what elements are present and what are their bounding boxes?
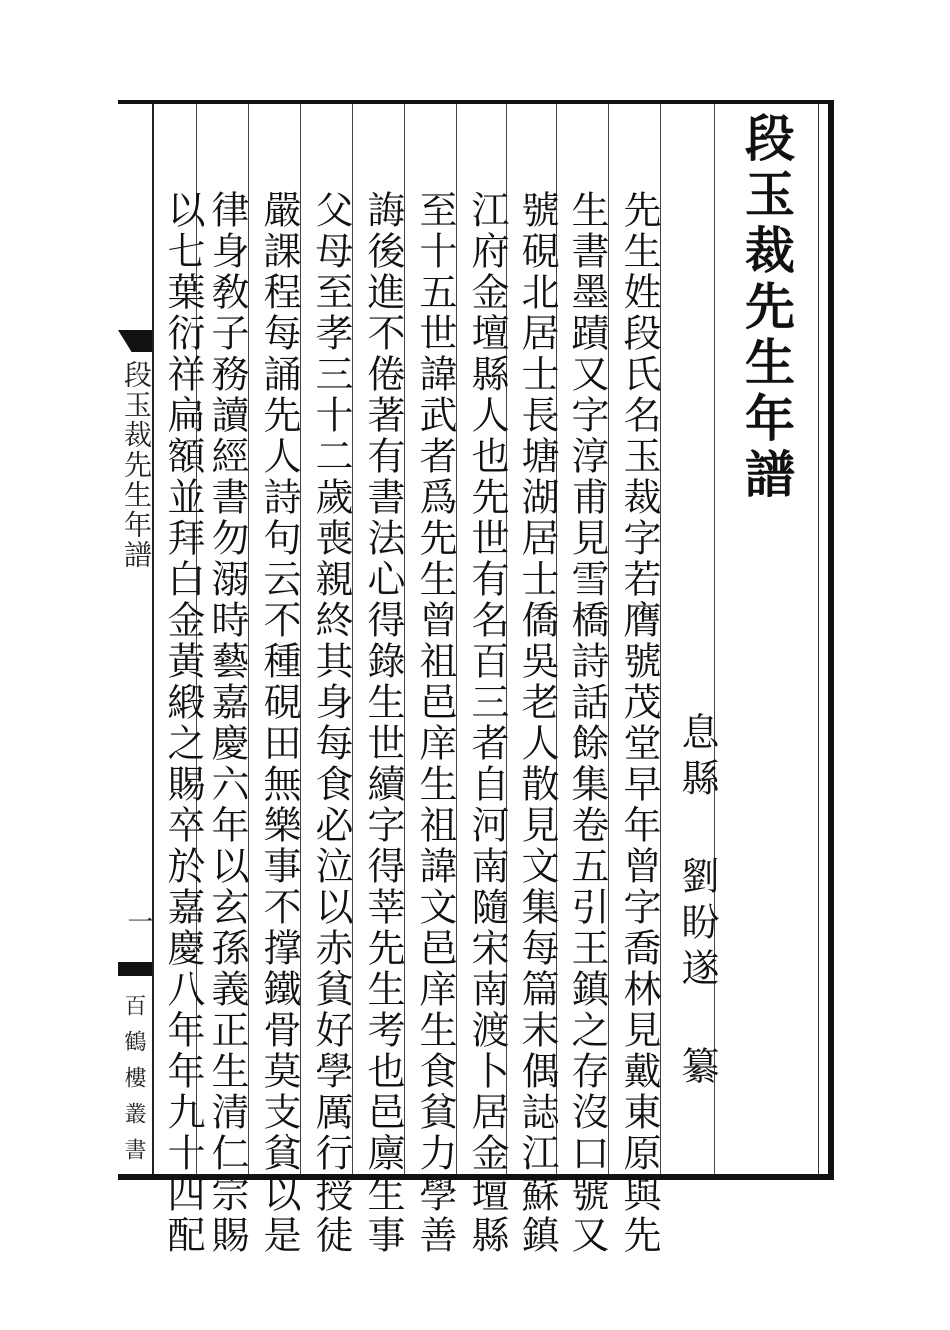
fishtail-mark — [118, 962, 152, 976]
text-column: 以七葉衍祥扁額並拜白金黃緞之賜卒於嘉慶八年年九十四配 — [161, 190, 205, 1256]
text-column: 生書墨蹟又字淳甫見雪橋詩話餘集卷五引王鎮之存沒口號又 — [565, 190, 609, 1256]
text-column: 江府金壇縣人也先世有名百三者自河南隨宋南渡卜居金壇縣 — [465, 190, 509, 1256]
text-column: 號硯北居士長塘湖居士僑吳老人散見文集每篇末偶誌江蘇鎮 — [515, 190, 559, 1256]
text-column: 誨後進不倦著有書法心得錄生世續字得莘先生考也邑廪生事 — [361, 190, 405, 1256]
margin-title: 段玉裁先生年譜 — [120, 360, 153, 570]
text-column: 至十五世諱武者爲先生曾祖邑庠生祖諱文邑庠生食貧力學善 — [413, 190, 457, 1256]
text-column: 嚴課程每誦先人詩句云不種硯田無樂事不撑鐵骨莫支貧以是 — [257, 190, 301, 1256]
text-column: 先生姓段氏名玉裁字若膺號茂堂早年曾字喬林見戴東原與先 — [617, 190, 661, 1256]
frame-right-inner-line — [818, 104, 819, 1174]
text-column: 父母至孝三十二歲喪親終其身每食必泣以赤貧好學厲行授徒 — [309, 190, 353, 1256]
frame-right-border — [828, 100, 834, 1180]
publisher-label: 百鶴樓叢書 — [121, 994, 146, 1174]
frame-top-border — [118, 100, 834, 104]
text-column: 律身敎子務讀經書勿溺時藝嘉慶六年以玄孫義正生清仁宗賜 — [205, 190, 249, 1256]
author-line: 息縣 劉盼遂 纂 — [675, 712, 719, 1092]
margin-divider — [152, 104, 154, 1174]
page-number: 一 — [123, 908, 153, 938]
page-title: 段玉裁先生年譜 — [737, 112, 796, 504]
